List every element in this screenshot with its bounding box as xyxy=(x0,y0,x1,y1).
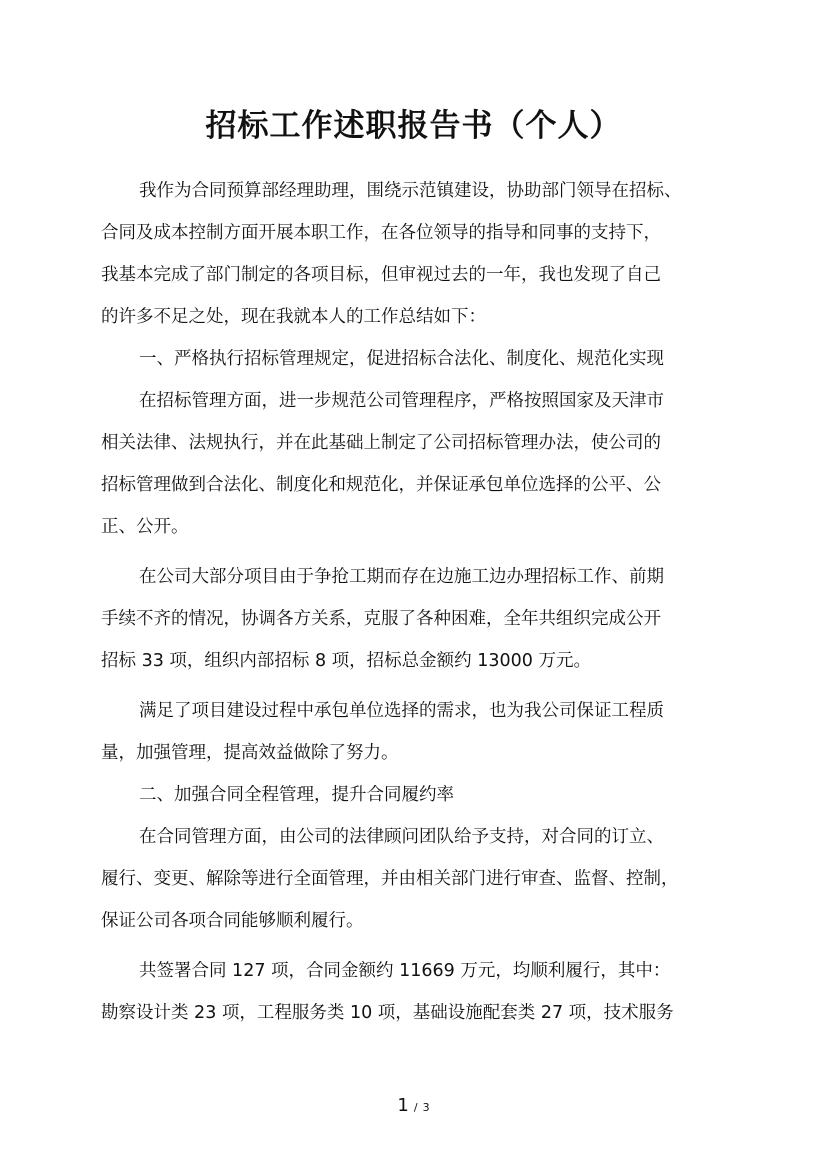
paragraph-line: 在公司大部分项目由于争抢工期而存在边施工边办理招标工作、前期 xyxy=(139,567,664,587)
document-title: 招标工作述职报告书（个人） xyxy=(205,108,622,144)
section-heading: 二、加强合同全程管理，提升合同履约率 xyxy=(139,785,454,805)
paragraph-line: 我基本完成了部门制定的各项目标，但审视过去的一年，我也发现了自己 xyxy=(101,265,661,285)
paragraph-line: 在招标管理方面，进一步规范公司管理程序，严格按照国家及天津市 xyxy=(139,391,664,411)
paragraph-line: 满足了项目建设过程中承包单位选择的需求，也为我公司保证工程质 xyxy=(139,701,664,721)
section-heading: 一、严格执行招标管理规定，促进招标合法化、制度化、规范化实现 xyxy=(139,349,664,369)
paragraph-line: 量，加强管理，提高效益做除了努力。 xyxy=(101,743,399,763)
page-number xyxy=(0,1095,827,1116)
paragraph-line: 履行、变更、解除等进行全面管理，并由相关部门进行审查、监督、控制， xyxy=(101,869,679,889)
paragraph-line: 保证公司各项合同能够顺利履行。 xyxy=(101,911,364,931)
paragraph-line: 合同及成本控制方面开展本职工作，在各位领导的指导和同事的支持下， xyxy=(101,223,661,243)
paragraph-line: 招标管理做到合法化、制度化和规范化，并保证承包单位选择的公平、公 xyxy=(101,475,661,495)
paragraph-line: 的许多不足之处，现在我就本人的工作总结如下： xyxy=(101,307,486,327)
paragraph-line: 手续不齐的情况，协调各方关系，克服了各种困难，全年共组织完成公开 xyxy=(101,609,661,629)
page-separator: / xyxy=(413,1101,418,1114)
paragraph-line: 相关法律、法规执行，并在此基础上制定了公司招标管理办法，使公司的 xyxy=(101,433,661,453)
document-body xyxy=(101,170,727,1034)
paragraph-line: 勘察设计类 23 项，工程服务类 10 项，基础设施配套类 27 项，技术服务 xyxy=(101,1003,674,1023)
paragraph-line: 招标 33 项，组织内部招标 8 项，招标总金额约 13000 万元。 xyxy=(101,651,591,671)
total-pages: 3 xyxy=(422,1101,430,1114)
current-page-number: 1 xyxy=(397,1095,409,1116)
paragraph-line: 正、公开。 xyxy=(101,517,189,537)
paragraph-line: 在合同管理方面，由公司的法律顾问团队给予支持，对合同的订立、 xyxy=(139,827,664,847)
paragraph-line: 共签署合同 127 项，合同金额约 11669 万元，均顺利履行，其中： xyxy=(139,961,671,981)
paragraph-line: 我作为合同预算部经理助理，围绕示范镇建设，协助部门领导在招标、 xyxy=(139,181,682,201)
